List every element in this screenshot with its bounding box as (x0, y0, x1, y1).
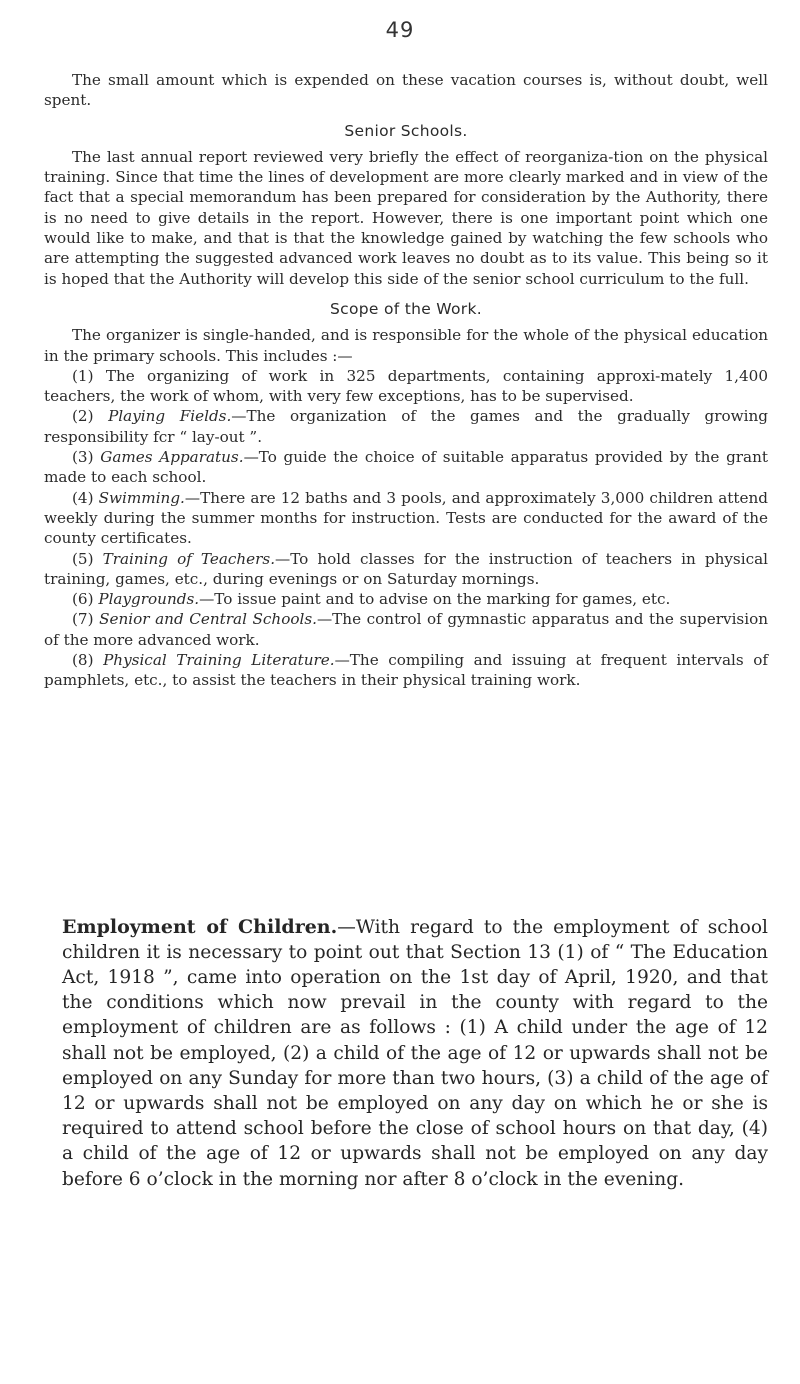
report-body (44, 70, 768, 691)
employment-heading: Employment of Children. (62, 915, 338, 938)
item-title: Training of Teachers. (102, 549, 276, 568)
senior-schools-heading: Senior Schools. (344, 121, 468, 140)
item-title: Games Apparatus. (100, 448, 244, 467)
item-title: Playgrounds. (98, 590, 200, 609)
item-title: Physical Training Literature. (103, 651, 335, 670)
scope-intro: The organizer is single-handed, and is responsible for the whole of the physical education in the primary schools. This includes :— (44, 326, 768, 365)
senior-schools-paragraph: The last annual report reviewed very briefly the effect of reorganiza-tion on the physical training. Since that time the lines of development are more clearly marked and in view of the fact that a special memorandum has been prepared for consideration by the Authority, there is no need to give details in the report. However, there is one important point which one would like to make, and that is that the knowledge gained by watching the few schools who are attempting the suggested advanced work leaves no doubt as to its value. This being so it is hoped that the Authority will develop this side of the senior school curriculum to the full. (44, 147, 768, 288)
intro-paragraph: The small amount which is expended on these vacation courses is, without doubt, well spent. (44, 71, 768, 110)
item-number: (4) (72, 488, 94, 507)
scope-item (44, 366, 768, 407)
scope-item (44, 549, 768, 590)
item-text: —There are 12 baths and 3 pools, and approximately 3,000 children attend weekly during the summer months for instruction. Tests are conducted for the award of the county certificates. (44, 488, 768, 548)
item-number: (1) (72, 366, 94, 385)
scope-heading: Scope of the Work. (330, 299, 482, 318)
item-text: —To guide the choice of suitable apparatus provided by the grant made to each school. (44, 448, 768, 487)
item-title: Playing Fields. (108, 407, 232, 426)
scope-item (44, 650, 768, 691)
scope-item (44, 406, 768, 447)
page-number: 49 (385, 18, 415, 42)
item-number: (5) (72, 549, 94, 568)
scope-item (44, 488, 768, 549)
scope-item (44, 609, 768, 650)
employment-paragraph (62, 915, 768, 1192)
item-text: —The control of gymnastic apparatus and the supervision of the more advanced work. (44, 610, 769, 649)
item-text: —The organization of the games and the gradually growing responsibility fcr “ lay-out ”. (44, 407, 769, 446)
item-text: —To hold classes for the instruction of teachers in physical training, games, etc., during evenings or on Saturday mornings. (44, 549, 769, 588)
item-number: (2) (72, 407, 94, 426)
item-title: Senior and Central Schools. (99, 610, 317, 629)
item-title: Swimming. (98, 488, 185, 507)
scope-item (44, 589, 768, 609)
item-number: (7) (72, 610, 94, 629)
item-number: (6) (72, 590, 94, 609)
employment-text: —With regard to the employment of school children it is necessary to point out that Section 13 (1) of “ The Education Act, 1918 ”, came into operation on the 1st day of April, 1920, and that the conditions which now prevail in the county with regard to the employment of children are as follows : (1) A child under the age of 12 shall not be employed, (2) a child of the age of 12 or upwards shall not be employed on any Sunday for more than two hours, (3) a child of the age of 12 or upwards shall not be employed on any day on which he or she is required to attend school before the close of school hours on that day, (4) a child of the age of 12 or upwards shall not be employed on any day before 6 o’clock in the morning nor after 8 o’clock in the evening. (62, 916, 768, 1190)
item-text: —The compiling and issuing at frequent intervals of pamphlets, etc., to assist the teachers in their physical training work. (44, 651, 768, 690)
item-number: (8) (72, 651, 94, 670)
item-text: The organizing of work in 325 departments, containing approxi-mately 1,400 teachers, the work of whom, with very few exceptions, has to be supervised. (44, 366, 768, 406)
item-text: —To issue paint and to advise on the marking for games, etc. (199, 590, 671, 609)
scope-item (44, 447, 768, 488)
item-number: (3) (72, 448, 94, 467)
